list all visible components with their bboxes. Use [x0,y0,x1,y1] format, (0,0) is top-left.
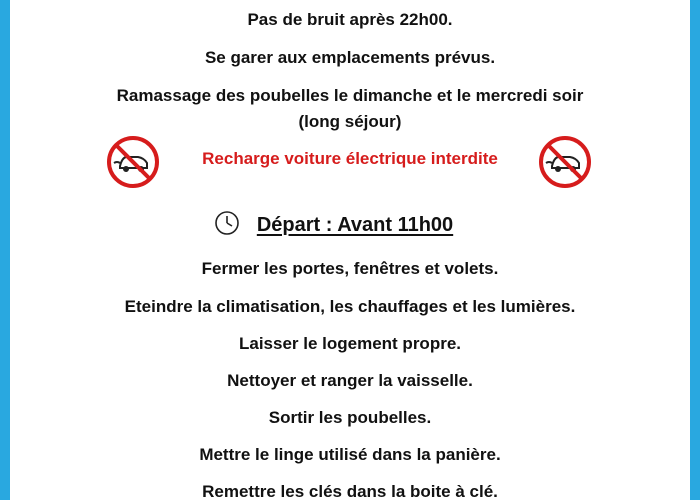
departure-item: Laisser le logement propre. [238,334,461,353]
rule-parking: Se garer aux emplacements prévus. [204,48,496,67]
departure-item: Sortir les poubelles. [268,408,432,427]
departure-item: Mettre le linge utilisé dans la panière. [199,445,501,464]
departure-heading-row [0,214,700,237]
ev-warning-text: Recharge voiture électrique interdite [202,149,498,168]
departure-item: Eteindre la climatisation, les chauffages et les lumières. [124,297,576,316]
rule-trash-line2: (long séjour) [298,112,402,131]
rule-noise: Pas de bruit après 22h00. [247,10,453,29]
departure-heading: Départ : Avant 11h00 [256,214,454,236]
no-electric-car-charging-icon [538,135,592,189]
departure-item: Remettre les clés dans la boite à clé. [202,482,498,501]
rule-trash-line1: Ramassage des poubelles le dimanche et le mercredi soir [116,86,584,105]
departure-item: Fermer les portes, fenêtres et volets. [201,259,499,278]
departure-item: Nettoyer et ranger la vaisselle. [227,371,473,390]
